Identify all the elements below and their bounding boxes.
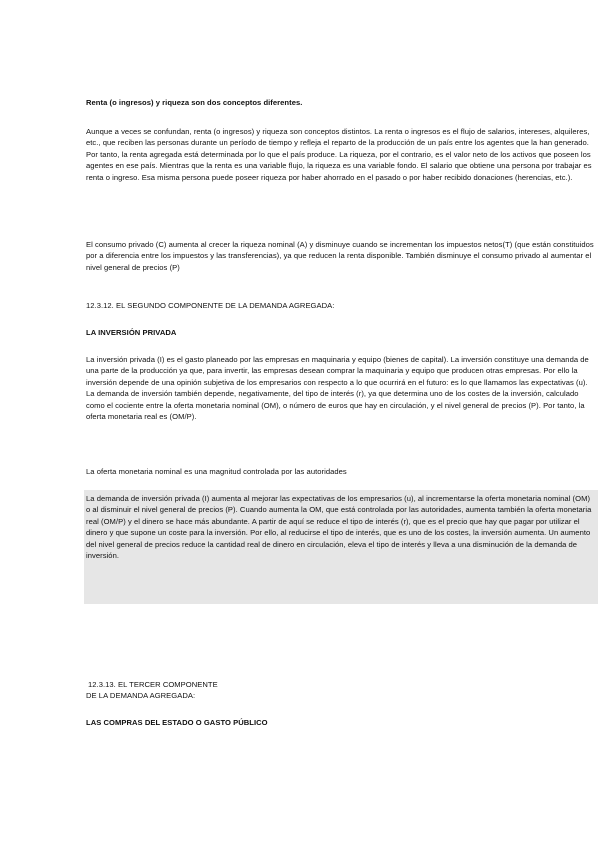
inversion-heading: LA INVERSIÓN PRIVADA	[86, 328, 177, 337]
intro-heading: Renta (o ingresos) y riqueza son dos conceptos diferentes.	[86, 98, 303, 107]
inversion-paragraph: La inversión privada (I) es el gasto planeado por las empresas en maquinaria y equipo (bienes de capital). La inversión constituye una demanda de una parte de la producción ya que, para invertir, las empresas desean comprar la maquinaria y equipo que producen otras empresas. Por ello la inversión depende de una opinión subjetiva de los empresarios con respecto a lo que ocurrirá en el futuro: es lo que llamamos las expectativas (u). La demanda de inversión también depende, negativamente, del tipo de interés (r), ya que determina uno de los costes de la inversión, calculado como el cociente entre la oferta monetaria nominal (OM), o número de euros que hay en circulación, y el nivel general de precios (P). Por tanto, la oferta monetaria real es (OM/P).	[86, 355, 589, 422]
section-heading-12-3-13-line1: 12.3.13. EL TERCER COMPONENTE	[88, 680, 218, 689]
shaded-box	[84, 490, 598, 604]
section-heading-12-3-12: 12.3.12. EL SEGUNDO COMPONENTE DE LA DEMANDA AGREGADA:	[86, 301, 335, 310]
oferta-monetaria-line: La oferta monetaria nominal es una magnitud controlada por las autoridades	[86, 467, 347, 476]
consumo-paragraph: El consumo privado (C) aumenta al crecer la riqueza nominal (A) y disminuye cuando se incrementan los impuestos netos(T) (que están constituidos por a diferencia entre los impuestos y las transferencias), ya que reducen la renta disponible. También disminuye el consumo privado al aumentar el nivel general de precios (P)	[86, 240, 594, 272]
gasto-publico-heading: LAS COMPRAS DEL ESTADO O GASTO PÚBLICO	[86, 718, 268, 727]
shaded-paragraph: La demanda de inversión privada (I) aumenta al mejorar las expectativas de los empresarios (u), al incrementarse la oferta monetaria nominal (OM) o al disminuir el nivel general de precios (P). Cuando aumenta la OM, que está controlada por las autoridades, aumenta también la oferta monetaria real (OM/P) y el dinero se hace más abundante. A partir de aquí se reduce el tipo de interés (r), que es el precio que hay que pagar por utilizar el dinero y que supone un coste para la inversión. Por ello, al reducirse el tipo de interés, que es uno de los costes, la inversión aumenta. Un aumento del nivel general de precios reduce la cantidad real de dinero en circulación, eleva el tipo de interés y lleva a una disminución de la demanda de inversión.	[86, 494, 592, 561]
intro-paragraph: Aunque a veces se confundan, renta (o ingresos) y riqueza son conceptos distintos. La renta o ingresos es el flujo de salarios, intereses, alquileres, etc., que reciben las personas durante un período de tiempo y refleja el reparto de la producción de un país entre los agentes que la han generado. Por tanto, la renta agregada está determinada por lo que el país produce. La riqueza, por el contrario, es el valor neto de los activos que poseen los agentes en ese país. Mientras que la renta es una variable flujo, la riqueza es una variable fondo. El salario que obtiene una persona por trabajar es renta o ingreso. Esa misma persona puede poseer riqueza por haber ahorrado en el pasado o por haber recibido donaciones (herencias, etc.).	[86, 127, 592, 182]
section-heading-12-3-13-line2: DE LA DEMANDA AGREGADA:	[86, 691, 196, 700]
